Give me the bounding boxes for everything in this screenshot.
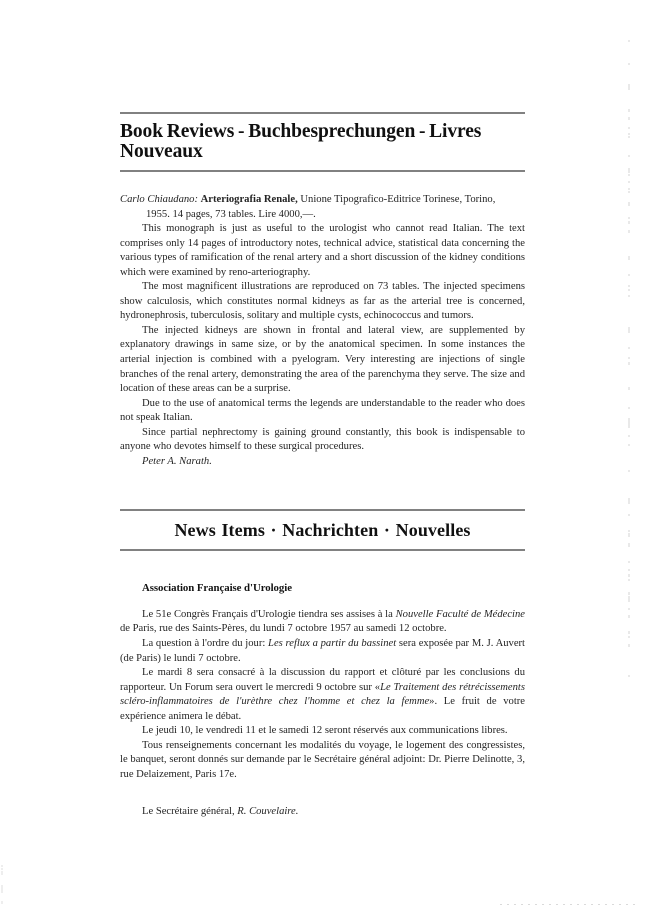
speck: [628, 435, 630, 437]
news-paragraph: [120, 666, 525, 724]
page-content: [120, 112, 525, 819]
text-run: Le jeudi 10, le vendredi 11 et le samedi 12 seront réservés aux communications libres.: [142, 725, 508, 737]
review-paragraph: Due to the use of anatomical terms the legends are understandable to the reader who does not speak Italian.: [120, 397, 525, 424]
speck: [1, 891, 3, 893]
text-run: sera exposée par M. J. Auvert (de Paris) le lundi 7 octobre.: [120, 638, 525, 664]
speck: [628, 40, 630, 42]
speck: [628, 155, 630, 157]
speck: [628, 295, 630, 297]
scan-speck-column: [628, 40, 631, 680]
spacer: [120, 469, 525, 509]
speck: [628, 204, 630, 206]
speck: [1, 871, 3, 873]
text-run: ». Le fruit de votre expérience animera le débat.: [120, 696, 525, 722]
speck: [1, 873, 3, 875]
speck: [628, 426, 630, 428]
speck: [628, 407, 630, 409]
speck: [628, 501, 630, 504]
speck: [628, 636, 630, 638]
news-paragraph: [120, 608, 525, 637]
association-subheading: Association Française d'Urologie: [142, 582, 292, 595]
speck: [628, 362, 630, 365]
speck: [1, 865, 3, 867]
speck: [628, 579, 630, 581]
speck: [628, 387, 630, 390]
speck: [1, 901, 3, 903]
review-paragraph: The injected kidneys are shown in frontal and lateral view, are supplemented by explanatory drawings in same size, or by the anatomical specimen. In some instances the arterial injection is combined with a pyelogram. Very interesting are injections of single branches of the renal artery, demonstrating the area of the parenchyma they serve. The size and location of these areas can be a surprise.: [120, 324, 525, 395]
speck: [628, 631, 630, 634]
speck: [628, 127, 630, 129]
speck: [628, 331, 630, 333]
speck: [628, 347, 630, 349]
citation-title: Arteriografia Renale,: [200, 194, 298, 205]
speck: [628, 419, 630, 422]
speck: [628, 174, 630, 176]
speck: [628, 84, 630, 87]
speck: [628, 217, 630, 219]
speck: [628, 644, 630, 647]
speck: [628, 615, 630, 618]
header-rule-top: [120, 509, 525, 511]
book-reviews-title: Book Reviews - Buchbesprechungen - Livres Nouveaux: [120, 121, 482, 162]
text-run: La question à l'ordre du jour:: [142, 638, 269, 650]
book-review-body: [120, 193, 525, 469]
speck: [628, 561, 630, 563]
spacer: [120, 596, 525, 608]
spacer: [120, 172, 525, 193]
speck: [628, 574, 630, 577]
speck: [628, 136, 630, 138]
speck: [628, 600, 630, 602]
header-rule-bottom: [120, 170, 525, 172]
speck: [628, 327, 630, 329]
citation-line2: 1955. 14 pages, 73 tables. Lire 4000,—.: [146, 208, 316, 220]
speck: [628, 168, 630, 170]
speck: [628, 530, 630, 532]
speck: [628, 117, 630, 120]
secretary-signature: [120, 805, 525, 820]
speck: [628, 535, 630, 537]
speck: [628, 230, 630, 233]
speck: [628, 592, 630, 595]
scan-edge-specks: [1, 860, 5, 906]
speck: [628, 329, 630, 331]
speck: [628, 285, 630, 287]
speck: [628, 274, 630, 276]
review-paragraph: This monograph is just as useful to the urologist who cannot read Italian. The text comprises only 14 pages of introductory notes, technical advice, statistical data concerning the various types of ramification of the renal artery and a short discussion of the kidney conditions which were examined by reno-arteriography.: [120, 223, 525, 278]
signature-name: R. Couvelaire.: [237, 805, 299, 817]
spacer: [120, 551, 525, 581]
section-news-items-header: [120, 509, 525, 551]
news-paragraph: [120, 724, 525, 739]
speck: [628, 608, 630, 610]
section-book-reviews-header: [120, 112, 525, 172]
citation-publisher: Unione Tipografico-Editrice Torinese, Torino,: [300, 194, 496, 205]
speck: [628, 170, 630, 173]
speck: [628, 357, 630, 359]
speck: [628, 221, 630, 224]
speck: [628, 444, 630, 446]
text-run: Le 51e Congrès Français d'Urologie tiendra ses assises à la: [142, 608, 396, 620]
spacer: [120, 783, 525, 805]
speck: [628, 675, 630, 677]
header-rule-bottom: [120, 549, 525, 551]
signature-prefix: Le Secrétaire général,: [142, 805, 238, 817]
text-run: Le mardi 8 sera consacré à la discussion du rapport et clôturé par les conclusions du rapporteur. Un Forum sera ouvert le mercredi 9 octobre sur «: [120, 667, 525, 693]
speck: [628, 289, 630, 291]
speck: [628, 191, 630, 193]
speck: [628, 569, 630, 571]
reviewer-signature: Peter A. Narath.: [142, 455, 212, 467]
speck: [628, 188, 630, 190]
speck: [628, 470, 630, 472]
speck: [628, 258, 630, 260]
speck: [628, 133, 630, 135]
scan-bottom-dotted-line: [500, 904, 640, 905]
italic-run: Nouvelle Faculté de Médecine: [395, 608, 526, 620]
text-run: Tous renseignements concernant les modalités du voyage, le logement des congressistes, le banquet, seront donnés sur demande par le Secrétaire général adjoint: Dr. Pierre Delinotte, 3, rue Delaizement, Paris 17e.: [120, 739, 525, 780]
speck: [628, 514, 630, 516]
news-items-body: [120, 581, 525, 819]
italic-run: Les reflux a partir du bassinet: [268, 638, 397, 650]
review-paragraph: The most magnificent illustrations are reproduced on 73 tables. The injected specimens show calculosis, which constitutes normal kidneys as far as the arterial tree is concerned, hydronephrosis, tuberculosis, solitary and multiple cysts, echinococcus and tumors.: [120, 281, 525, 322]
speck: [628, 545, 630, 547]
news-items-title: News Items · Nachrichten · Nouvelles: [174, 520, 471, 541]
header-rule-top: [120, 112, 525, 114]
news-paragraph: [120, 739, 525, 783]
book-citation: [120, 193, 525, 222]
news-paragraph: [120, 637, 525, 666]
italic-run: Le Traitement des rétrécissements scléro-inflammatoires de l'urèthre chez l'homme et chez la femme: [120, 681, 525, 708]
review-paragraph: Since partial nephrectomy is gaining ground constantly, this book is indispensable to anyone who devotes himself to these surgical procedures.: [120, 426, 525, 453]
speck: [1, 868, 3, 870]
text-run: de Paris, rue des Saints-Pères, du lundi 7 octobre 1957 au samedi 12 octobre.: [120, 623, 447, 635]
speck: [628, 109, 630, 112]
citation-author: Carlo Chiaudano:: [120, 194, 198, 205]
speck: [628, 63, 630, 65]
speck: [628, 543, 630, 545]
speck: [628, 181, 630, 183]
